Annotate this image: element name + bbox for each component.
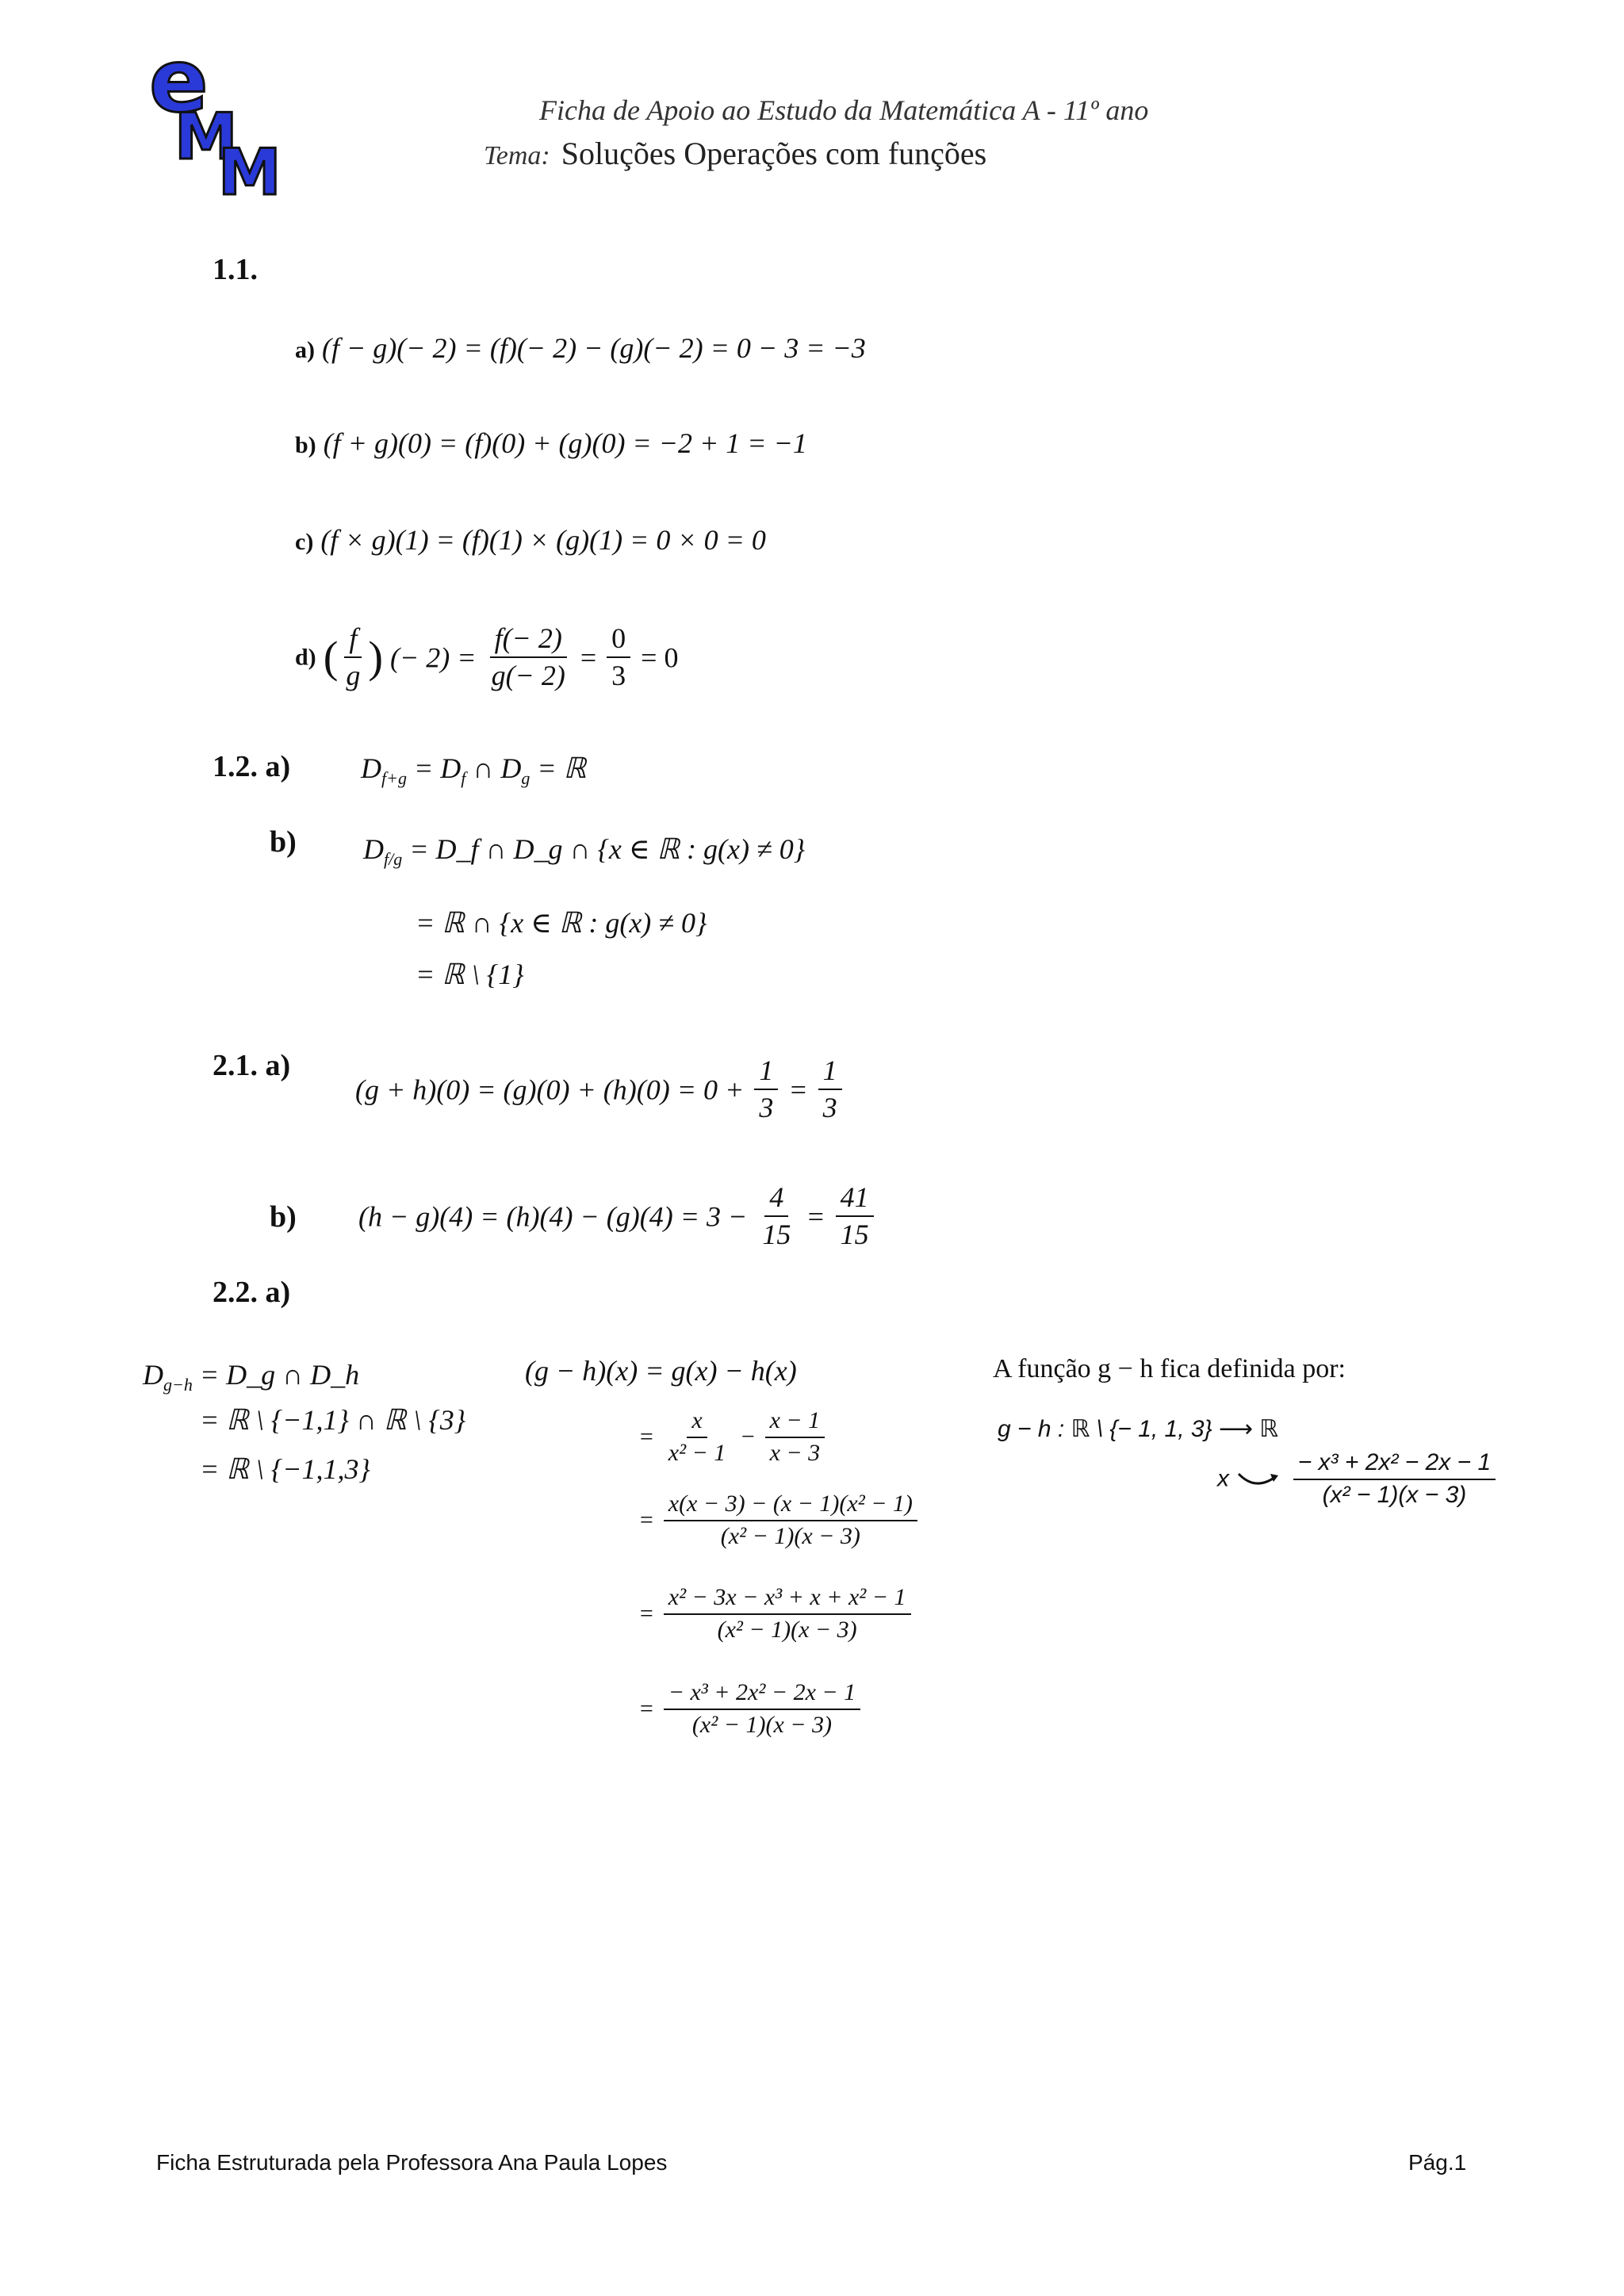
dom-line2: = ℝ \ {−1,1} ∩ ℝ \ {3} — [200, 1404, 466, 1436]
eq-1-1-b-text: (f + g)(0) = (f)(0) + (g)(0) = −2 + 1 = −1 — [323, 427, 807, 459]
eq-1-1-a — [295, 331, 866, 365]
tema-label: Tema: — [484, 141, 550, 170]
label-d: d) — [295, 644, 316, 671]
dom-line1-text: = D_g ∩ D_h — [199, 1359, 360, 1391]
eq-1-2-b-line1: $D_{f/g}$ = D_f ∩ D_g ∩ {x ∈ ℝ : g(x) ≠ 0} — [363, 833, 806, 870]
eq-2-1-a-text: (g + h)(0) = (g)(0) + (h)(0) = 0 + — [355, 1073, 745, 1106]
eq-2-1-b-text: (h − g)(4) = (h)(4) − (g)(4) = 3 − — [358, 1200, 748, 1233]
frac-zero-three: $\frac{0}{3}$ — [607, 622, 630, 693]
gh-line3: = $\frac{\text{x² − 3x − x³ + x + x² − 1}}{\text{(x² − 1)(x − 3)}}$ — [638, 1584, 914, 1644]
label-b: b) — [295, 432, 316, 458]
eq-1-1-d-arg: (− 2) = — [390, 641, 477, 674]
label-a: a) — [295, 337, 315, 363]
eq-2-1-a: (g + h)(0) = (g)(0) + (h)(0) = 0 + $\frac{1}{3}$ = $\frac{1}{3}$ — [355, 1054, 845, 1125]
svg-text:M: M — [218, 136, 282, 198]
eq-2-1-b: (h − g)(4) = (h)(4) − (g)(4) = 3 − $\frac{4}{15}$ = $\frac{41}{15}$ — [358, 1181, 877, 1252]
def-rule: x $\frac{\text{− x³ + 2x² − 2x − 1}}{\text{(x² − 1)(x − 3)}}$ — [1217, 1449, 1499, 1509]
def-x: x — [1217, 1465, 1229, 1492]
frac-f-over-g: $\frac{f}{g}$ — [341, 622, 365, 693]
section-2-1-a-heading: 2.1. a) — [213, 1049, 291, 1082]
eq-1-1-d: d) ( $\frac{f}{g}$ ) (− 2) = $\frac{f(- 2)}{g(- 2)}$ = $\frac{0}{3}$ = 0 — [295, 622, 679, 692]
section-2-2-a-heading: 2.2. a) — [213, 1276, 291, 1309]
def-title: A função g − h fica definida por: — [993, 1354, 1346, 1383]
eq-1-2-b-line1-text: = D_f ∩ D_g ∩ {x ∈ ℝ : g(x) ≠ 0} — [409, 833, 806, 865]
footer-left: Ficha Estruturada pela Professora Ana Paula Lopes — [156, 2150, 668, 2175]
eq-1-1-b — [295, 427, 807, 460]
section-1-2-a-heading: 1.2. a) — [213, 750, 291, 783]
gh-line1: = $\frac{x}{\text{x² − 1}}$ − $\frac{x - 1}{x - 3}$ — [638, 1407, 828, 1467]
header-tema — [484, 135, 986, 172]
eq-1-2-b-line3: = ℝ \ {1} — [416, 959, 524, 990]
svg-text:e: e — [149, 40, 209, 132]
eq-1-1-c-text: (f × g)(1) = (f)(1) × (g)(1) = 0 × 0 = 0 — [320, 524, 766, 556]
section-2-1-b-heading: b) — [270, 1200, 297, 1234]
def-map: g − h : ℝ \ {− 1, 1, 3} ⟶ ℝ — [998, 1416, 1279, 1442]
dom-line3: = ℝ \ {−1,1,3} — [200, 1453, 370, 1485]
eq-1-2-b-line2: = ℝ ∩ {x ∈ ℝ : g(x) ≠ 0} — [416, 907, 707, 939]
eq-1-1-d-result: = 0 — [641, 641, 679, 674]
footer-page-number: Pág.1 — [1408, 2150, 1467, 2175]
maps-to-arrow-icon — [1235, 1468, 1283, 1491]
label-c: c) — [295, 529, 314, 555]
section-1-1-heading: 1.1. — [213, 253, 258, 286]
gh-line4: = $\frac{\text{− x³ + 2x² − 2x − 1}}{\text{(x² − 1)(x − 3)}}$ — [638, 1679, 864, 1739]
tema-text: Soluções Operações com funções — [561, 136, 987, 171]
emm-logo-icon — [143, 40, 293, 198]
eq-1-1-c — [295, 523, 766, 557]
eq-1-1-a-text: (f − g)(− 2) = (f)(− 2) − (g)(− 2) = 0 − 3 = −3 — [322, 332, 866, 364]
gh-line2: = $\frac{\text{x(x − 3) − (x − 1)(x² − 1)}}{\text{(x² − 1)(x − 3)}}$ — [638, 1490, 921, 1550]
dom-line1: $D_{g-h}$ = D_g ∩ D_h — [143, 1359, 360, 1395]
section-1-2-b-heading: b) — [270, 825, 297, 859]
header-line1: Ficha de Apoio ao Estudo da Matemática A - 11º ano — [539, 94, 1149, 126]
gh-line0: (g − h)(x) = g(x) − h(x) — [525, 1355, 797, 1387]
eq-1-2-a: $D_{f+g} = D_f$ ∩ $D_g$ = ℝ — [361, 752, 587, 789]
svg-text:M: M — [174, 100, 238, 174]
frac-f-g-values: $\frac{f(- 2)}{g(- 2)}$ — [491, 622, 565, 692]
